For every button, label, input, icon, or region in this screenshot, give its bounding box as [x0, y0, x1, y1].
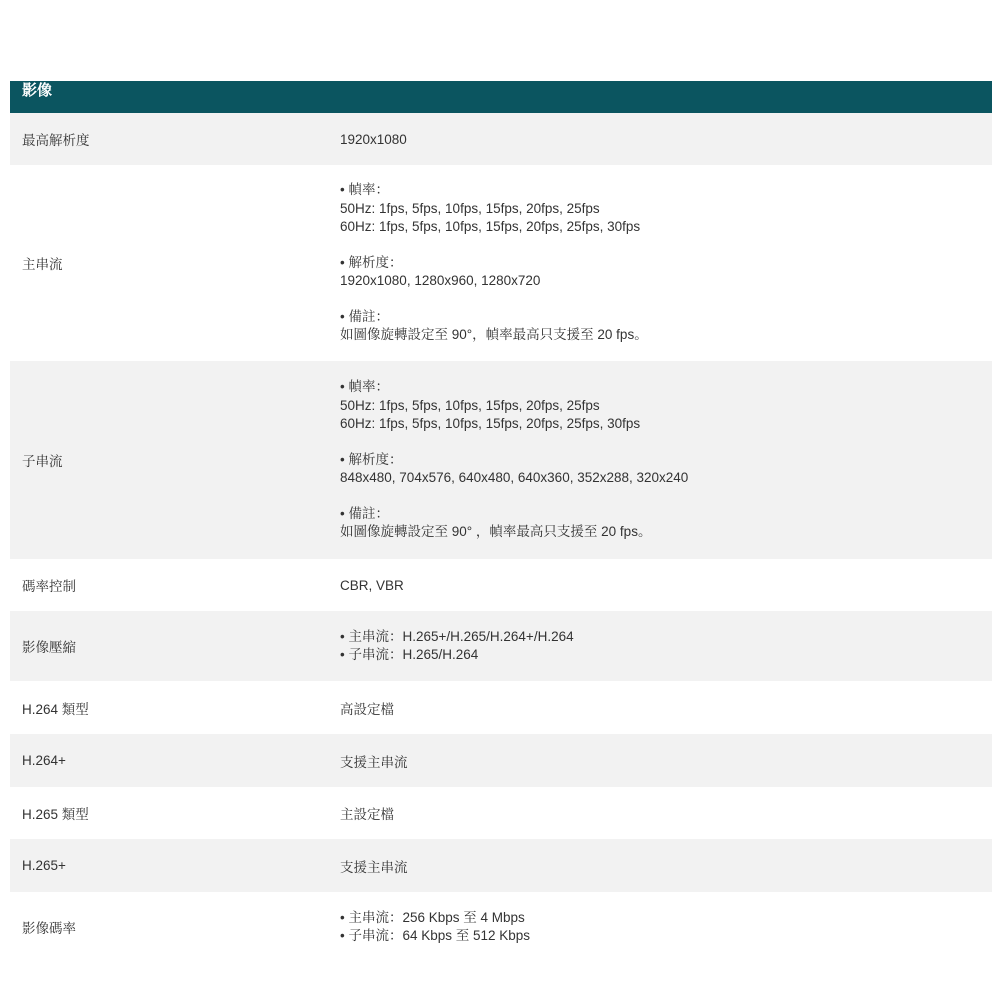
spec-label: H.264 類型 [22, 701, 89, 717]
spec-label: 碼率控制 [22, 579, 76, 594]
spec-row-video-compression [10, 611, 992, 681]
spec-value [340, 856, 992, 876]
section-header [10, 81, 992, 113]
spec-label: H.265+ [22, 858, 66, 873]
value-line: • 備註： [340, 308, 389, 324]
spec-value [340, 751, 992, 771]
spec-value [340, 181, 992, 345]
spec-row-h265-plus [10, 839, 992, 892]
spec-value [340, 628, 992, 665]
value-line: • 主串流：256 Kbps 至 4 Mbps [340, 909, 525, 925]
value-line: 高設定檔 [340, 701, 394, 717]
value-line: 848x480, 704x576, 640x480, 640x360, 352x288, 320x240 [340, 470, 689, 486]
spec-label: H.264+ [22, 753, 66, 768]
value-line: 50Hz: 1fps, 5fps, 10fps, 15fps, 20fps, 25fps [340, 200, 600, 216]
spec-label: 子串流 [22, 454, 63, 469]
value-line: CBR, VBR [340, 577, 404, 593]
value-line: • 主串流：H.265+/H.265/H.264+/H.264 [340, 628, 574, 644]
value-line: • 子串流：H.265/H.264 [340, 647, 479, 662]
value-line: 支援主串流 [340, 859, 408, 875]
spec-label: H.265 類型 [22, 807, 89, 822]
spec-row-video-bitrate [10, 892, 992, 962]
spec-row-max-resolution [10, 113, 992, 165]
value-line: • 子串流：64 Kbps 至 512 Kbps [340, 928, 531, 943]
spec-table [10, 81, 992, 962]
value-line: 1920x1080, 1280x960, 1280x720 [340, 273, 541, 289]
value-line: 如圖像旋轉設定至 90° ，幀率最高只支援至 20 fps。 [340, 524, 652, 540]
spec-row-h264-plus [10, 734, 992, 787]
spec-value [340, 578, 992, 593]
spec-value [340, 132, 992, 147]
value-line: • 解析度： [340, 451, 403, 467]
value-line: 1920x1080 [340, 131, 407, 147]
spec-value [340, 909, 992, 946]
spec-row-h265-type [10, 787, 992, 839]
spec-row-h264-type [10, 681, 992, 734]
section-title: 影像 [22, 82, 53, 99]
value-line: 主設定檔 [340, 807, 394, 822]
spec-label: 主串流 [22, 257, 63, 272]
value-line: 50Hz: 1fps, 5fps, 10fps, 15fps, 20fps, 25fps [340, 397, 600, 413]
value-line: • 幀率： [340, 379, 389, 395]
spec-label: 最高解析度 [22, 133, 90, 148]
value-line: • 備註： [340, 505, 389, 521]
spec-value [340, 803, 992, 823]
value-line: 60Hz: 1fps, 5fps, 10fps, 15fps, 20fps, 25fps, 30fps [340, 416, 641, 432]
value-line: 60Hz: 1fps, 5fps, 10fps, 15fps, 20fps, 25fps, 30fps [340, 219, 641, 235]
spec-label: 影像壓縮 [22, 640, 76, 655]
spec-label: 影像碼率 [22, 921, 76, 936]
value-line: • 解析度： [340, 254, 403, 270]
spec-value [340, 698, 992, 718]
value-line: • 幀率： [340, 182, 389, 198]
spec-row-bitrate-control [10, 559, 992, 611]
spec-value [340, 378, 992, 542]
value-line: 如圖像旋轉設定至 90°，幀率最高只支援至 20 fps。 [340, 327, 648, 343]
spec-row-sub-stream [10, 361, 992, 559]
spec-row-main-stream [10, 165, 992, 361]
value-line: 支援主串流 [340, 754, 408, 770]
